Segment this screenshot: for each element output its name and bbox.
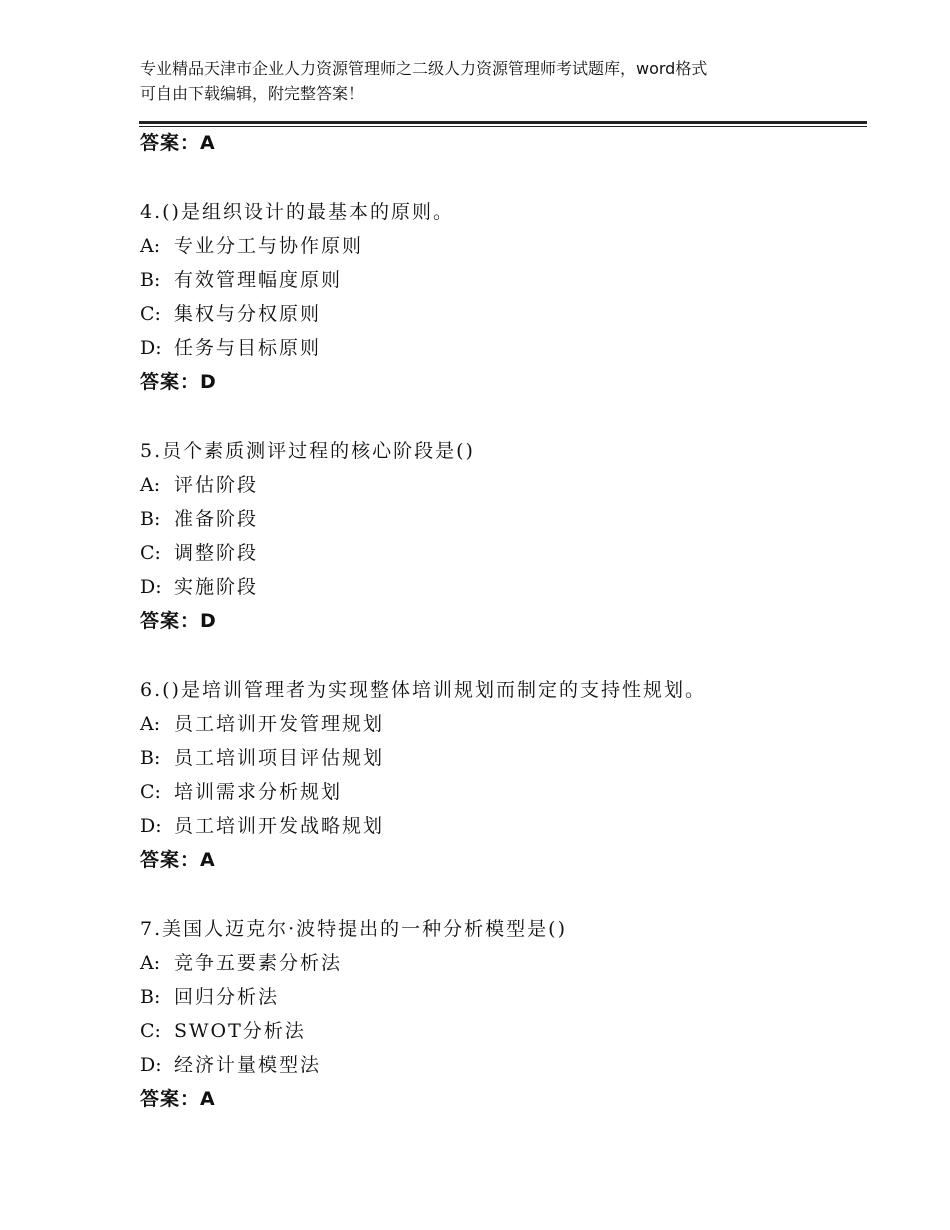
- option-key: C:: [140, 303, 161, 325]
- answer-value: D: [200, 371, 216, 393]
- option-c: [140, 541, 860, 565]
- option-text: 评估阶段: [174, 474, 259, 496]
- header-rule-thin: [139, 126, 867, 127]
- option-text: 集权与分权原则: [174, 303, 322, 325]
- option-text: 竞争五要素分析法: [174, 952, 343, 974]
- question-answer: [140, 370, 860, 394]
- option-a: [140, 234, 860, 258]
- option-key: C:: [140, 1020, 161, 1042]
- answer-value: D: [200, 610, 216, 632]
- option-text: 专业分工与协作原则: [174, 235, 364, 257]
- option-text: 回归分析法: [174, 986, 280, 1008]
- answer-label: 答案：: [140, 132, 201, 154]
- option-b: [140, 985, 860, 1009]
- header-line-1: 专业精品天津市企业人力资源管理师之二级人力资源管理师考试题库，word格式: [140, 59, 708, 78]
- question-stem: 4.()是组织设计的最基本的原则。: [140, 201, 454, 223]
- option-d: [140, 1053, 860, 1077]
- option-key: B:: [140, 986, 161, 1008]
- option-c: [140, 302, 860, 326]
- option-b: [140, 507, 860, 531]
- answer-label: 答案：: [140, 1088, 201, 1110]
- header-rule-thick: [139, 121, 867, 124]
- option-key: A:: [140, 952, 161, 974]
- answer-label: 答案：: [140, 849, 201, 871]
- question-answer: [140, 609, 860, 633]
- question-answer: [140, 1087, 860, 1111]
- question-stem: 7.美国人迈克尔·波特提出的一种分析模型是(): [140, 918, 567, 940]
- option-b: [140, 746, 860, 770]
- option-key: A:: [140, 235, 161, 257]
- answer-value: A: [200, 1088, 215, 1110]
- answer-label: 答案：: [140, 371, 201, 393]
- option-d: [140, 814, 860, 838]
- option-text: SWOT分析法: [174, 1020, 306, 1042]
- answer-value: A: [200, 132, 215, 154]
- option-key: A:: [140, 713, 161, 735]
- option-text: 培训需求分析规划: [174, 781, 343, 803]
- question-stem: 6.()是培训管理者为实现整体培训规划而制定的支持性规划。: [140, 679, 706, 701]
- option-text: 员工培训项目评估规划: [174, 747, 385, 769]
- option-d: [140, 575, 860, 599]
- option-text: 经济计量模型法: [174, 1054, 322, 1076]
- option-key: D:: [140, 576, 162, 598]
- option-c: [140, 780, 860, 804]
- option-d: [140, 336, 860, 360]
- option-key: D:: [140, 1054, 162, 1076]
- option-text: 准备阶段: [174, 508, 259, 530]
- option-text: 任务与目标原则: [174, 337, 322, 359]
- option-c: [140, 1019, 860, 1043]
- question-7: [140, 917, 860, 1111]
- question-answer: [140, 848, 860, 872]
- option-key: B:: [140, 508, 161, 530]
- option-text: 员工培训开发管理规划: [174, 713, 385, 735]
- option-key: B:: [140, 269, 161, 291]
- header-line-2: 可自由下载编辑，附完整答案！: [140, 84, 365, 103]
- option-key: C:: [140, 542, 161, 564]
- option-key: A:: [140, 474, 161, 496]
- answer-value: A: [200, 849, 215, 871]
- option-a: [140, 712, 860, 736]
- option-key: C:: [140, 781, 161, 803]
- question-6: [140, 678, 860, 872]
- option-b: [140, 268, 860, 292]
- option-a: [140, 951, 860, 975]
- option-text: 实施阶段: [174, 576, 259, 598]
- question-4: [140, 200, 860, 394]
- top-answer: [140, 131, 215, 155]
- option-key: D:: [140, 337, 162, 359]
- option-text: 员工培训开发战略规划: [174, 815, 385, 837]
- page-header: [140, 56, 840, 106]
- option-text: 有效管理幅度原则: [174, 269, 343, 291]
- option-text: 调整阶段: [174, 542, 259, 564]
- question-5: [140, 439, 860, 633]
- option-key: B:: [140, 747, 161, 769]
- question-stem: 5.员个素质测评过程的核心阶段是(): [140, 440, 475, 462]
- answer-label: 答案：: [140, 610, 201, 632]
- option-a: [140, 473, 860, 497]
- option-key: D:: [140, 815, 162, 837]
